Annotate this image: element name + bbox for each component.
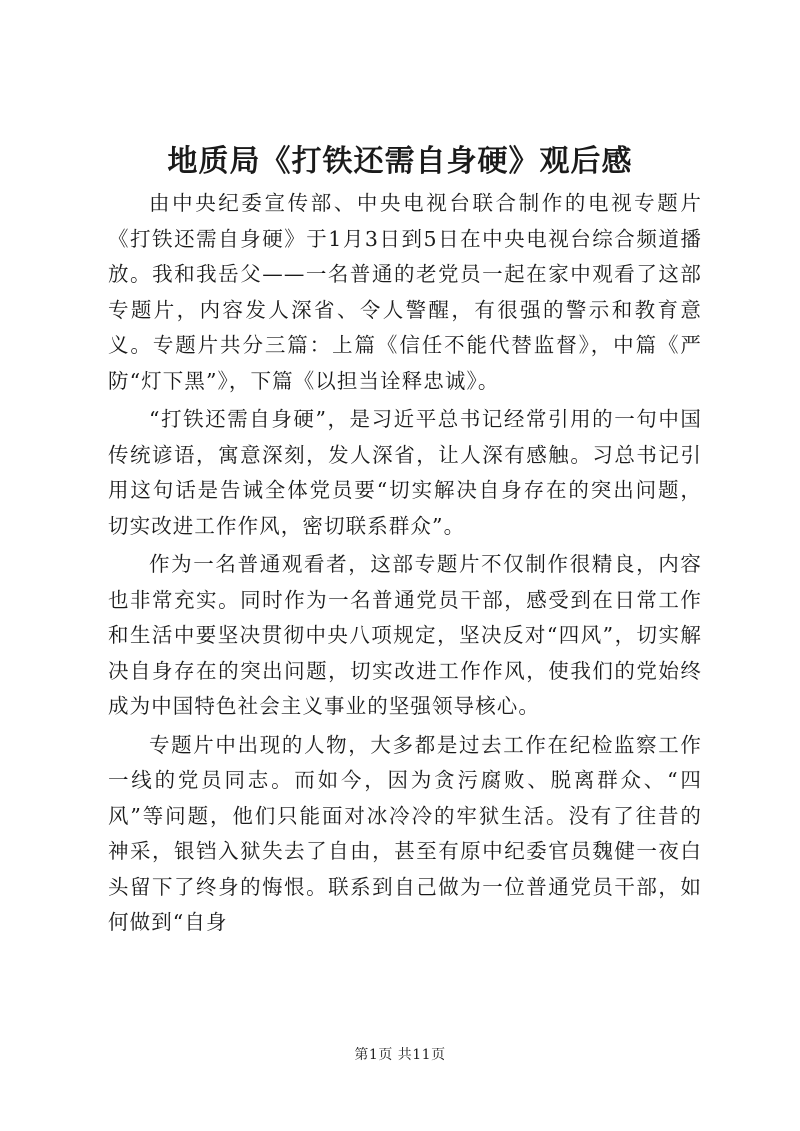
paragraph-2: “打铁还需自身硬”，是习近平总书记经常引用的一句中国传统谚语，寓意深刻，发人深省，让人深有感触。习总书记引用这句话是告诫全体党员要“切实解决自身存在的突出问题，切实改进工作作风，密切联系群众”。	[108, 407, 702, 538]
paragraph-3: 作为一名普通观看者，这部专题片不仅制作很精良，内容也非常充实。同时作为一名普通党员干部，感受到在日常工作和生活中要坚决贯彻中央八项规定，坚决反对“四风”，切实解决自身存在的突出问题，切实改进工作作风，使我们的党始终成为中国特色社会主义事业的坚强领导核心。	[108, 552, 702, 718]
document-title: 地质局《打铁还需自身硬》观后感	[167, 144, 633, 179]
paragraph-1: 由中央纪委宣传部、中央电视台联合制作的电视专题片《打铁还需自身硬》于1月3日到5日在中央电视台综合频道播放。我和我岳父——一名普通的老党员一起在家中观看了这部专题片，内容发人深省、令人警醒，有很强的警示和教育意义。专题片共分三篇：上篇《信任不能代替监督》，中篇《严防“灯下黑”》，下篇《以担当诠释忠诚》。	[108, 191, 702, 393]
paragraph-4: 专题片中出现的人物，大多都是过去工作在纪检监察工作一线的党员同志。而如今，因为贪污腐败、脱离群众、“四风”等问题，他们只能面对冰冷冷的牢狱生活。没有了往昔的神采，银铛入狱失去了自由，甚至有原中纪委官员魏健一夜白头留下了终身的悔恨。联系到自己做为一位普通党员干部，如何做到“自身	[108, 732, 702, 934]
page-number-footer: 第1页 共11页	[354, 1047, 446, 1063]
document-body	[108, 186, 702, 944]
